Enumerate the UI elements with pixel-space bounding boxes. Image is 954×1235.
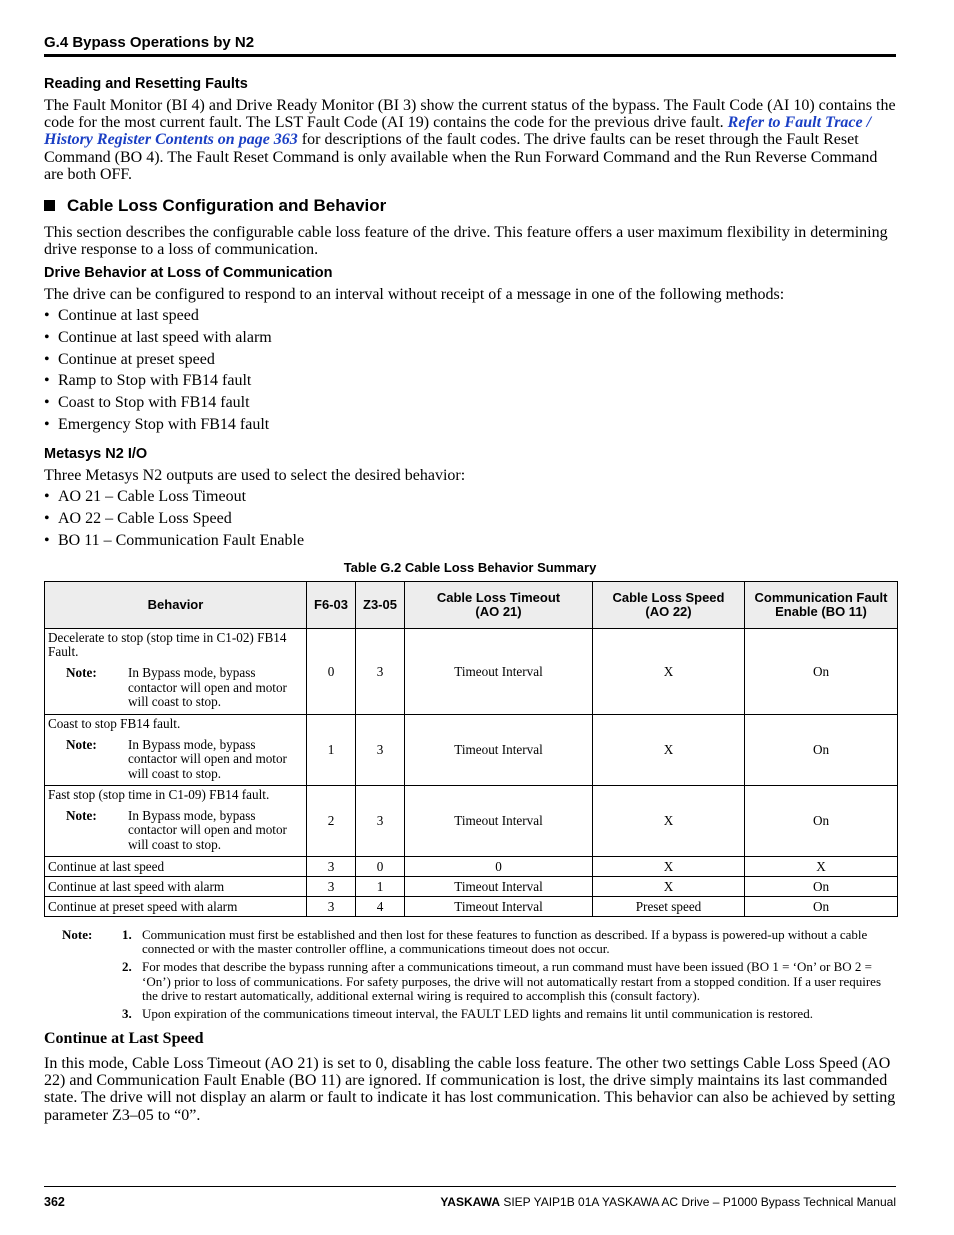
- fault-enable-cell: On: [745, 877, 898, 897]
- fault-enable-cell: On: [745, 786, 898, 857]
- cable-loss-intro: This section describes the configurable cable loss feature of the drive. This feature offers a user maximum flexibility in determining drive response to a loss of communication.: [44, 224, 888, 259]
- z305-cell: 4: [356, 897, 405, 917]
- col-header-behavior: Behavior: [45, 582, 307, 629]
- col-header-z305: Z3-05: [356, 582, 405, 629]
- timeout-cell: 0: [405, 857, 593, 877]
- col-header-f603: F6-03: [307, 582, 356, 629]
- square-bullet-icon: [44, 200, 55, 211]
- f603-cell: 3: [307, 857, 356, 877]
- table-row: [45, 786, 898, 857]
- note-text: In Bypass mode, bypass contactor will open and motor will coast to stop.: [128, 737, 287, 781]
- table-row: [45, 715, 898, 786]
- table-caption: Table G.2 Cable Loss Behavior Summary: [343, 560, 597, 575]
- behavior-cell: [45, 629, 307, 715]
- methods-list: [44, 305, 272, 436]
- col-header-speed: Cable Loss Speed (AO 22): [593, 582, 745, 629]
- fault-enable-cell: On: [745, 897, 898, 917]
- f603-cell: 3: [307, 897, 356, 917]
- footnote-text: For modes that describe the bypass running after a communications timeout, a run command must have been issued (BO 1 = ‘On’ or BO 2 = ‘On’) prior to loss of communications. For safety purposes, the drive will not automatically restart from a stopped condition. If a user requires the drive to restart automatically, additional external wiring is required to accomplish this (consult factory).: [142, 959, 882, 1003]
- list-item: • Continue at last speed: [44, 305, 272, 327]
- z305-cell: 3: [356, 786, 405, 857]
- footnote: [62, 960, 898, 1003]
- footnote-number: 3.: [122, 1006, 132, 1022]
- f603-cell: 1: [307, 715, 356, 786]
- timeout-cell: Timeout Interval: [405, 629, 593, 715]
- table-row: [45, 877, 898, 897]
- table-footnotes: [62, 928, 898, 1025]
- outputs-list: [44, 486, 304, 551]
- speed-cell: X: [593, 786, 745, 857]
- row-note: [48, 666, 304, 709]
- timeout-cell: Timeout Interval: [405, 877, 593, 897]
- fault-enable-cell: On: [745, 629, 898, 715]
- reading-faults-heading: Reading and Resetting Faults: [44, 76, 248, 92]
- reading-faults-paragraph: [44, 97, 900, 183]
- behavior-cell: Continue at last speed: [45, 857, 307, 877]
- footnote-text: Upon expiration of the communications timeout interval, the FAULT LED lights and remains lit until communication is restored.: [142, 1006, 813, 1022]
- z305-cell: 0: [356, 857, 405, 877]
- f603-cell: 3: [307, 877, 356, 897]
- page-number: 362: [44, 1195, 65, 1209]
- table-row: [45, 629, 898, 715]
- footnote-label: Note:: [62, 927, 93, 942]
- fault-enable-cell: On: [745, 715, 898, 786]
- z305-cell: 1: [356, 877, 405, 897]
- z305-cell: 3: [356, 629, 405, 715]
- footer-rule: [44, 1186, 896, 1187]
- col-header-timeout: Cable Loss Timeout (AO 21): [405, 582, 593, 629]
- metasys-text: Three Metasys N2 outputs are used to select the desired behavior:: [44, 467, 466, 484]
- list-item: • AO 22 – Cable Loss Speed: [44, 508, 304, 530]
- footer-brand: YASKAWA: [440, 1195, 500, 1209]
- cable-loss-heading: Cable Loss Configuration and Behavior: [67, 196, 387, 215]
- behavior-cell: Continue at last speed with alarm: [45, 877, 307, 897]
- metasys-heading: Metasys N2 I/O: [44, 446, 148, 462]
- timeout-cell: Timeout Interval: [405, 786, 593, 857]
- footnote-text: Communication must first be established and then lost for these features to function as described. If a bypass is powered-up without a cable connected or with the master controller offline, a communications timeout does not occur.: [142, 927, 868, 957]
- continue-last-speed-heading: Continue at Last Speed: [44, 1030, 204, 1047]
- footer-manual: SIEP YAIP1B 01A YASKAWA AC Drive – P1000 Bypass Technical Manual: [503, 1195, 896, 1209]
- note-label: Note:: [66, 665, 97, 681]
- list-item: • Continue at last speed with alarm: [44, 327, 272, 349]
- reading-faults-text: The Fault Monitor (BI 4) and Drive Ready Monitor (BI 3) show the current status of the bypass. The Fault Code (AI 10) contains the code for the most current fault. The LST Fault Code (AI 19) contains the code for the previous drive fault.: [44, 97, 896, 132]
- list-item: • Coast to Stop with FB14 fault: [44, 392, 272, 414]
- z305-cell: 3: [356, 715, 405, 786]
- continue-last-speed-text: In this mode, Cable Loss Timeout (AO 21) is set to 0, disabling the cable loss feature. The other two settings Cable Loss Speed (AO 22) and Communication Fault Enable (BO 11) are ignored. If communication is lost, the drive simply maintains its last commanded state. The drive will not display an alarm or fault to indicate it has lost communication. This behavior can also be achieved by setting parameter Z3–05 to “0”.: [44, 1055, 896, 1124]
- fault-trace-link[interactable]: Refer to Fault Trace / History Register Contents on page 363: [44, 114, 872, 149]
- footnote: [62, 1007, 898, 1021]
- table-row: [45, 857, 898, 877]
- footnote: [62, 928, 898, 956]
- fault-enable-cell: X: [745, 857, 898, 877]
- speed-cell: X: [593, 629, 745, 715]
- list-item: • BO 11 – Communication Fault Enable: [44, 530, 304, 552]
- footnote-number: 2.: [122, 959, 132, 975]
- note-label: Note:: [66, 808, 97, 824]
- note-label: Note:: [66, 737, 97, 753]
- speed-cell: X: [593, 715, 745, 786]
- behavior-cell: [45, 786, 307, 857]
- behavior-text: Coast to stop FB14 fault.: [48, 716, 181, 731]
- note-text: In Bypass mode, bypass contactor will open and motor will coast to stop.: [128, 808, 287, 852]
- list-item: • Emergency Stop with FB14 fault: [44, 414, 272, 436]
- drive-behavior-heading: Drive Behavior at Loss of Communication: [44, 265, 333, 281]
- cable-loss-table: [44, 581, 898, 917]
- drive-behavior-text: The drive can be configured to respond to an interval without receipt of a message in one of the following methods:: [44, 286, 785, 303]
- cable-loss-heading-row: [44, 196, 386, 216]
- table-header-row: [45, 582, 898, 629]
- col-header-fault-enable: Communication Fault Enable (BO 11): [745, 582, 898, 629]
- behavior-cell: Continue at preset speed with alarm: [45, 897, 307, 917]
- header-rule: [44, 54, 896, 57]
- behavior-text: Decelerate to stop (stop time in C1-02) FB14 Fault.: [48, 630, 287, 660]
- list-item: • AO 21 – Cable Loss Timeout: [44, 486, 304, 508]
- reading-faults-text-after: for descriptions of the fault codes. The drive faults can be reset through the Fault Reset Command (BO 4). The Fault Reset Command is only available when the Run Forward Command and the Run Reverse Command are both OFF.: [44, 131, 878, 183]
- row-note: [48, 809, 304, 852]
- speed-cell: X: [593, 857, 745, 877]
- row-note: [48, 738, 304, 781]
- f603-cell: 2: [307, 786, 356, 857]
- behavior-cell: [45, 715, 307, 786]
- footnote-number: 1.: [122, 927, 132, 942]
- section-header: G.4 Bypass Operations by N2: [44, 34, 255, 51]
- note-text: In Bypass mode, bypass contactor will open and motor will coast to stop.: [128, 665, 287, 709]
- f603-cell: 0: [307, 629, 356, 715]
- list-item: • Ramp to Stop with FB14 fault: [44, 370, 272, 392]
- timeout-cell: Timeout Interval: [405, 897, 593, 917]
- speed-cell: Preset speed: [593, 897, 745, 917]
- behavior-text: Fast stop (stop time in C1-09) FB14 fault.: [48, 787, 270, 802]
- timeout-cell: Timeout Interval: [405, 715, 593, 786]
- list-item: • Continue at preset speed: [44, 349, 272, 371]
- footer-title: [440, 1195, 896, 1209]
- table-row: [45, 897, 898, 917]
- speed-cell: X: [593, 877, 745, 897]
